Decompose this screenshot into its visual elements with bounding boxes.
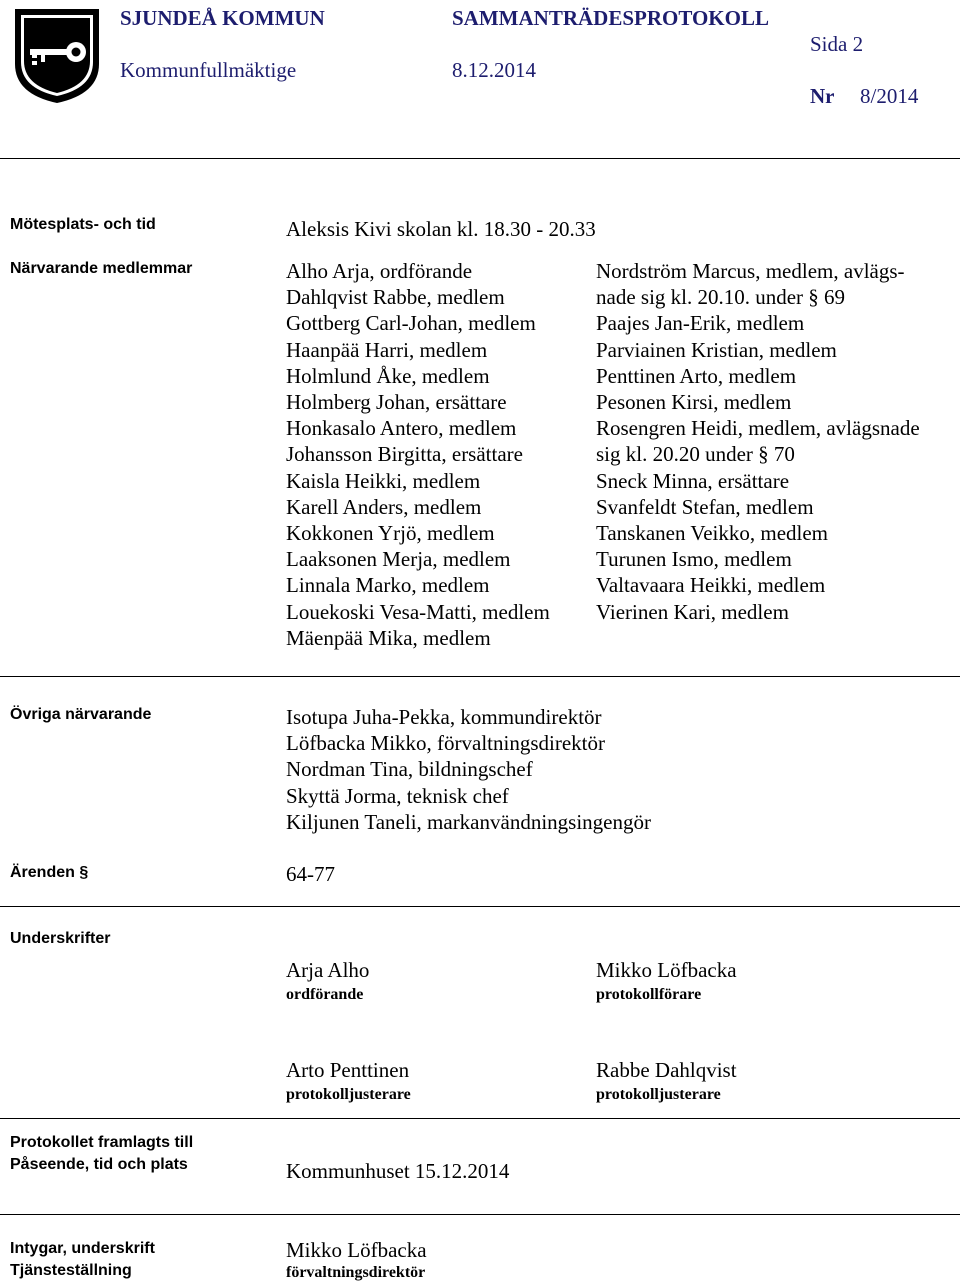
posted-label-line-2: Påseende, tid och plats	[10, 1156, 188, 1173]
member-line: Haanpää Harri, medlem	[286, 337, 488, 362]
certificate-name: Mikko Löfbacka	[286, 1238, 427, 1262]
certificate-label-line-1: Intygar, underskrift	[10, 1240, 155, 1257]
member-line: Sneck Minna, ersättare	[596, 468, 790, 493]
member-line: Gottberg Carl-Johan, medlem	[286, 311, 536, 336]
member-line: Turunen Ismo, medlem	[596, 547, 792, 572]
document-type: SAMMANTRÄDESPROTOKOLL	[452, 6, 769, 30]
municipality-name: SJUNDEÅ KOMMUN	[120, 6, 325, 30]
member-line: Parviainen Kristian, medlem	[596, 337, 837, 362]
member-line: Holmberg Johan, ersättare	[286, 390, 507, 415]
adjuster-2-title: protokolljusterare	[596, 1086, 721, 1103]
member-line: Svanfeldt Stefan, medlem	[596, 494, 814, 519]
member-line: Laaksonen Merja, medlem	[286, 547, 511, 572]
other-attendee: Isotupa Juha-Pekka, kommundirektör	[286, 705, 602, 729]
member-line: Valtavaara Heikki, medlem	[596, 573, 826, 598]
other-attendee: Kiljunen Taneli, markanvändningsingengör	[286, 809, 651, 834]
member-line: Holmlund Åke, medlem	[286, 363, 490, 388]
section-divider	[0, 676, 960, 677]
members-column-2	[596, 258, 920, 625]
member-line: Kaisla Heikki, medlem	[286, 468, 481, 493]
member-line: Pesonen Kirsi, medlem	[596, 390, 792, 415]
member-line: Vierinen Kari, medlem	[596, 599, 789, 624]
members-label: Närvarande medlemmar	[10, 260, 193, 277]
member-line: Nordström Marcus, medlem, avlägs-	[596, 259, 905, 283]
member-line: Paajes Jan-Erik, medlem	[596, 311, 805, 336]
section-divider	[0, 1214, 960, 1215]
member-line: Penttinen Arto, medlem	[596, 363, 797, 388]
adjuster-1-title: protokolljusterare	[286, 1086, 411, 1103]
protocol-number-label: Nr	[810, 84, 835, 108]
certificate-label-line-2: Tjänsteställning	[10, 1262, 132, 1279]
section-divider	[0, 906, 960, 907]
member-line: Alho Arja, ordförande	[286, 259, 473, 283]
section-divider	[0, 1118, 960, 1119]
other-attendee: Löfbacka Mikko, förvaltningsdirektör	[286, 731, 605, 756]
posted-label-line-1: Protokollet framlagts till	[10, 1134, 194, 1151]
certificate-title: förvaltningsdirektör	[286, 1264, 426, 1281]
chair-title: ordförande	[286, 986, 364, 1003]
adjuster-1-name: Arto Penttinen	[286, 1058, 410, 1082]
others-list	[286, 704, 651, 835]
secretary-title: protokollförare	[596, 986, 702, 1003]
other-attendee: Skyttä Jorma, teknisk chef	[286, 783, 509, 808]
member-line: Honkasalo Antero, medlem	[286, 416, 517, 441]
page-number: Sida 2	[810, 32, 864, 56]
members-column-1	[286, 258, 550, 651]
member-line: Linnala Marko, medlem	[286, 573, 490, 598]
posted-value: Kommunhuset 15.12.2014	[286, 1159, 510, 1183]
member-line: nade sig kl. 20.10. under § 69	[596, 285, 846, 310]
adjuster-2-name: Rabbe Dahlqvist	[596, 1058, 737, 1082]
member-line: sig kl. 20.20 under § 70	[596, 442, 795, 467]
place-time-value: Aleksis Kivi skolan kl. 18.30 - 20.33	[286, 217, 596, 241]
member-line: Tanskanen Veikko, medlem	[596, 521, 829, 546]
member-line: Mäenpää Mika, medlem	[286, 625, 491, 650]
member-line: Rosengren Heidi, medlem, avlägsnade	[596, 416, 920, 441]
chair-name: Arja Alho	[286, 958, 370, 982]
member-line: Johansson Birgitta, ersättare	[286, 442, 523, 467]
meeting-date: 8.12.2014	[452, 58, 536, 82]
governing-body: Kommunfullmäktige	[120, 58, 297, 82]
header-divider	[0, 158, 960, 159]
others-label: Övriga närvarande	[10, 706, 152, 723]
coat-of-arms-logo	[12, 6, 102, 106]
member-line: Kokkonen Yrjö, medlem	[286, 521, 495, 546]
matters-label: Ärenden §	[10, 864, 89, 881]
member-line: Karell Anders, medlem	[286, 494, 482, 519]
secretary-name: Mikko Löfbacka	[596, 958, 737, 982]
signatures-label: Underskrifter	[10, 930, 111, 947]
matters-value: 64-77	[286, 862, 335, 886]
member-line: Louekoski Vesa-Matti, medlem	[286, 599, 550, 624]
member-line: Dahlqvist Rabbe, medlem	[286, 285, 505, 310]
place-time-label: Mötesplats- och tid	[10, 216, 156, 233]
other-attendee: Nordman Tina, bildningschef	[286, 757, 533, 782]
protocol-number: 8/2014	[860, 84, 919, 108]
